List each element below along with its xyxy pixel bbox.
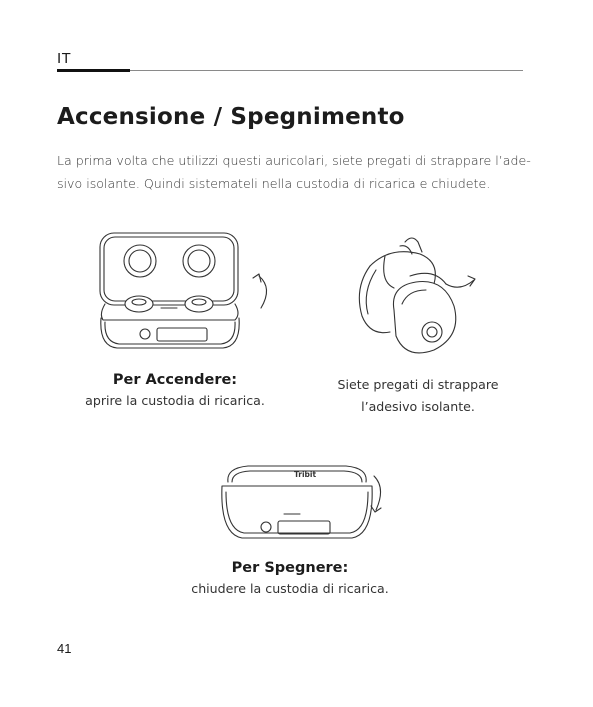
sticker-caption — [318, 374, 518, 418]
language-code: IT — [57, 50, 72, 67]
power-on-heading: Per Accendere: — [112, 372, 238, 388]
power-on-caption — [65, 372, 285, 412]
power-off-caption — [180, 560, 400, 600]
sticker-text-line2: l’adesivo isolante. — [361, 399, 475, 414]
power-off-text: chiudere la custodia di ricarica. — [191, 581, 389, 596]
intro-paragraph: La prima volta che utilizzi questi auricolari, siete pregati di strappare l’ade- sivo isolante. Quindi sistemateli nella custodia di ricarica e chiudete. — [57, 153, 531, 191]
closed-case-illustration — [218, 462, 398, 542]
power-on-text: aprire la custodia di ricarica. — [85, 393, 265, 408]
header-accent-bar — [57, 69, 130, 72]
sticker-text-line1: Siete pregati di strappare — [337, 377, 499, 392]
page-number: 41 — [57, 641, 72, 656]
power-off-heading: Per Spegnere: — [231, 560, 349, 576]
earbud-sticker-illustration — [350, 232, 490, 362]
case-brand-logo: Tribit — [294, 470, 317, 479]
section-title: Accensione / Spegnimento — [57, 104, 405, 130]
open-case-illustration — [95, 228, 275, 353]
